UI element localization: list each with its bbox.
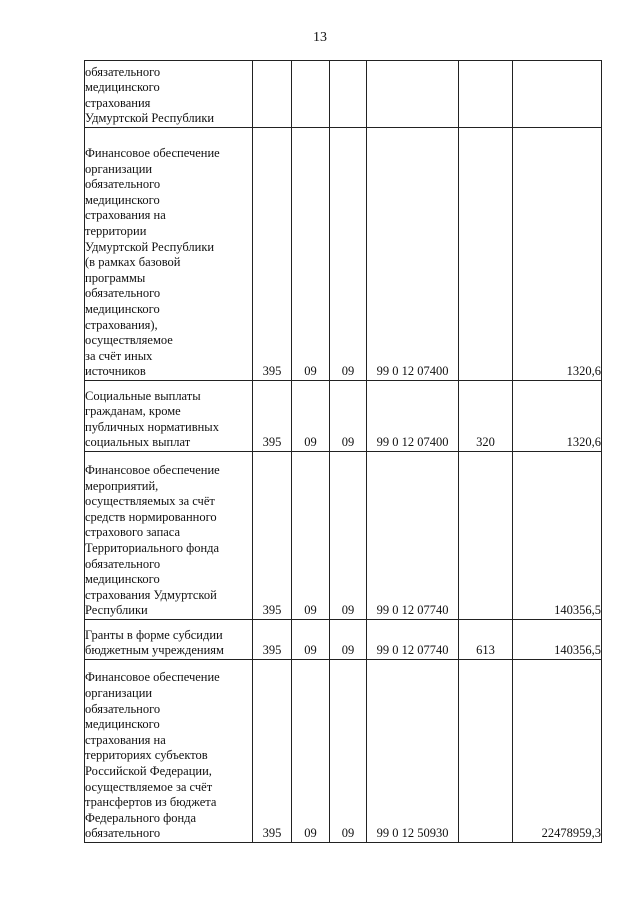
subsection-code-cell: 09 — [330, 128, 367, 381]
section-code-cell — [292, 61, 330, 128]
amount-cell: 140356,5 — [513, 452, 602, 620]
subsection-code-cell: 09 — [330, 620, 367, 660]
budget-table — [84, 60, 602, 843]
expense-type-cell: 320 — [459, 381, 513, 452]
target-code-cell — [367, 61, 459, 128]
target-code-cell: 99 0 12 07400 — [367, 381, 459, 452]
row-name-cell: Финансовое обеспечение организации обязательного медицинского страхования на территориях субъектов Российской Федерации, осуществляемое за счёт трансфертов из бюджета Федерального фонда обязательного — [85, 660, 253, 843]
subsection-code-cell: 09 — [330, 381, 367, 452]
ministry-code-cell: 395 — [253, 620, 292, 660]
row-name-cell: Финансовое обеспечение мероприятий, осуществляемых за счёт средств нормированного страхового запаса Территориального фонда обязательного медицинского страхования Удмуртской Республики — [85, 452, 253, 620]
expense-type-cell: 613 — [459, 620, 513, 660]
subsection-code-cell: 09 — [330, 452, 367, 620]
ministry-code-cell: 395 — [253, 660, 292, 843]
section-code-cell: 09 — [292, 452, 330, 620]
target-code-cell: 99 0 12 07400 — [367, 128, 459, 381]
row-name-cell: обязательного медицинского страхования Удмуртской Республики — [85, 61, 253, 128]
expense-type-cell — [459, 61, 513, 128]
amount-cell: 1320,6 — [513, 128, 602, 381]
amount-cell: 22478959,3 — [513, 660, 602, 843]
ministry-code-cell: 395 — [253, 128, 292, 381]
row-name-cell: Гранты в форме субсидии бюджетным учреждениям — [85, 620, 253, 660]
ministry-code-cell: 395 — [253, 452, 292, 620]
table-row — [85, 61, 602, 128]
table-row — [85, 381, 602, 452]
ministry-code-cell: 395 — [253, 381, 292, 452]
section-code-cell: 09 — [292, 660, 330, 843]
target-code-cell: 99 0 12 07740 — [367, 620, 459, 660]
table-row — [85, 128, 602, 381]
expense-type-cell — [459, 660, 513, 843]
target-code-cell: 99 0 12 50930 — [367, 660, 459, 843]
ministry-code-cell — [253, 61, 292, 128]
section-code-cell: 09 — [292, 620, 330, 660]
expense-type-cell — [459, 452, 513, 620]
table-row — [85, 620, 602, 660]
row-name-cell: Финансовое обеспечение организации обязательного медицинского страхования на территории Удмуртской Республики (в рамках базовой программы обязательного медицинского страхования), осуществляемое за счёт иных источников — [85, 128, 253, 381]
amount-cell: 140356,5 — [513, 620, 602, 660]
section-code-cell: 09 — [292, 128, 330, 381]
expense-type-cell — [459, 128, 513, 381]
amount-cell — [513, 61, 602, 128]
row-name-cell: Социальные выплаты гражданам, кроме публичных нормативных социальных выплат — [85, 381, 253, 452]
page-number: 13 — [313, 30, 327, 45]
amount-cell: 1320,6 — [513, 381, 602, 452]
subsection-code-cell: 09 — [330, 660, 367, 843]
table-row — [85, 452, 602, 620]
table-row — [85, 660, 602, 843]
section-code-cell: 09 — [292, 381, 330, 452]
subsection-code-cell — [330, 61, 367, 128]
target-code-cell: 99 0 12 07740 — [367, 452, 459, 620]
